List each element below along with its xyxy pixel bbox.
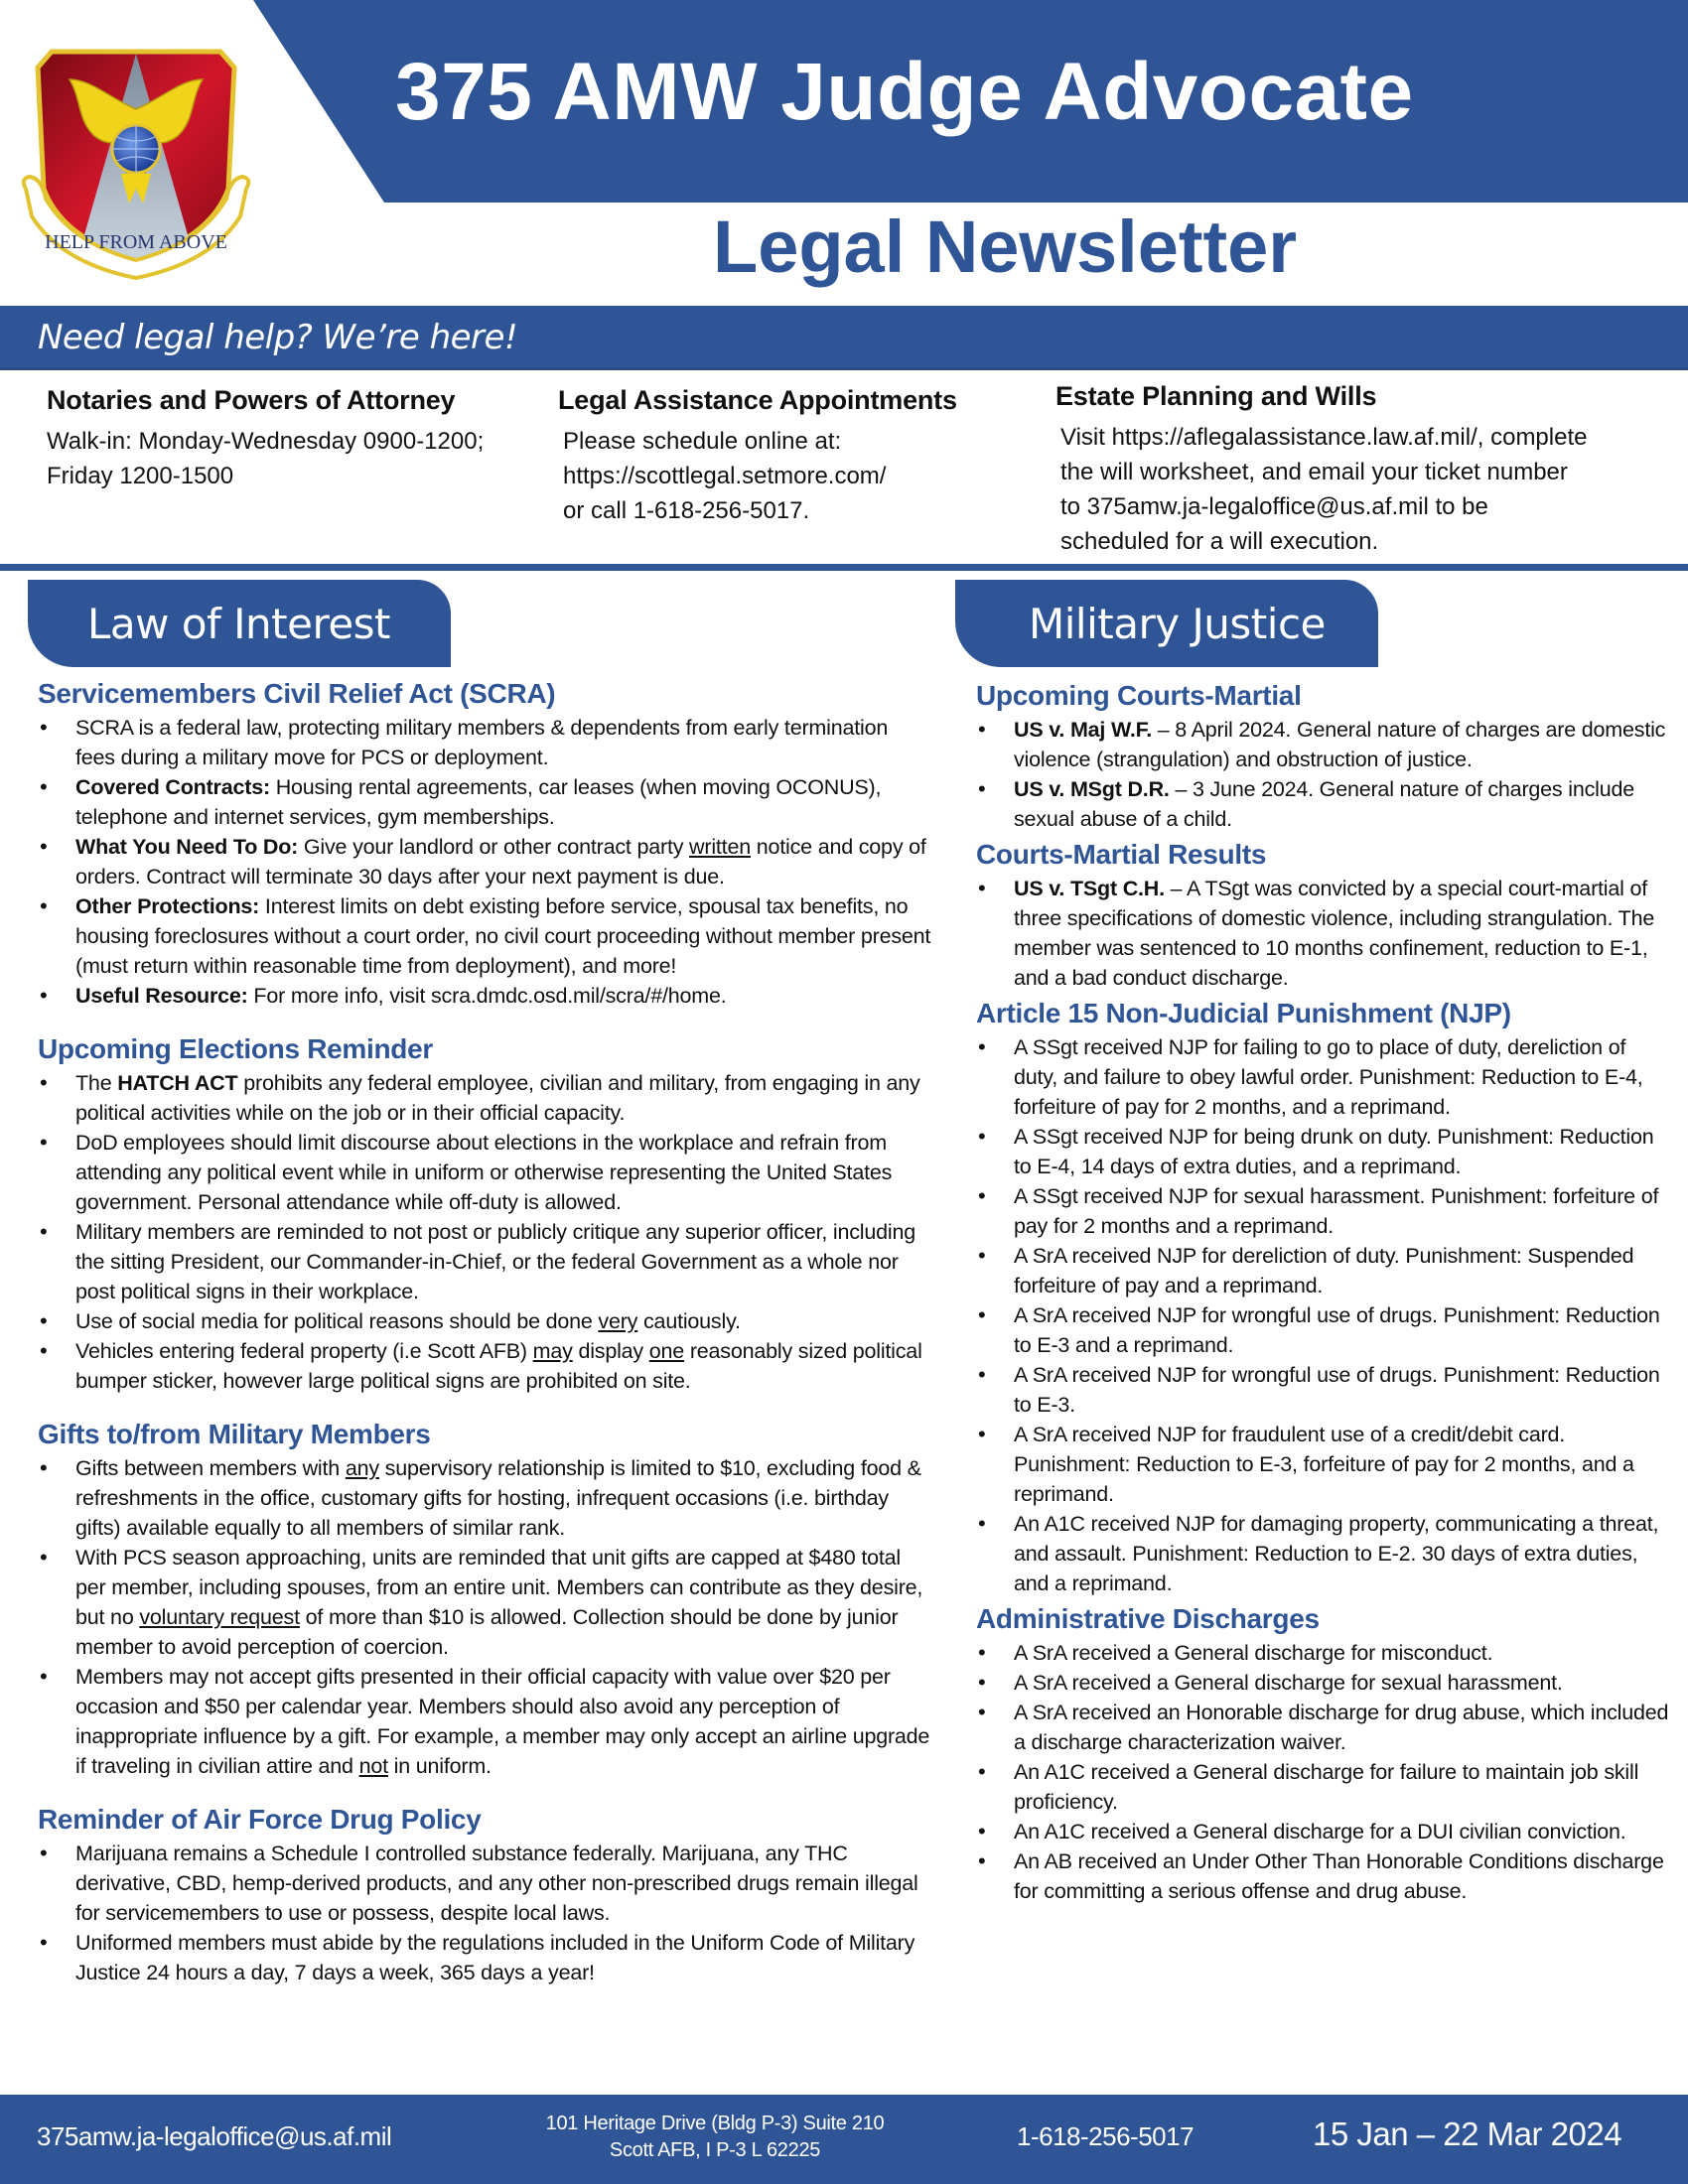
service-line: Friday 1200-1500 bbox=[47, 463, 234, 489]
footer-address bbox=[496, 2111, 933, 2164]
list-item: • An A1C received NJP for damaging property, communicating a threat, and assault. Punishment: Reduction to E-2. 30 days of extra duties, and a reprimand. bbox=[976, 1509, 1671, 1598]
list-item: • Members may not accept gifts presented in their official capacity with value over $20 per occasion and $50 per calendar year. Members should also avoid any perception of inappropriate influence by a gift. For example, a member may only accept an airline upgrade if traveling in civilian attire and not in uniform. bbox=[38, 1662, 931, 1781]
list-item: • DoD employees should limit discourse about elections in the workplace and refrain from attending any political event while in uniform or otherwise representing the United States government. Personal attendance while off-duty is allowed. bbox=[38, 1128, 931, 1217]
list-item: • A SrA received an Honorable discharge for drug abuse, which included a discharge characterization waiver. bbox=[976, 1698, 1671, 1757]
list-item: • US v. Maj W.F. – 8 April 2024. General nature of charges are domestic violence (strangulation) and obstruction of justice. bbox=[976, 715, 1671, 774]
list-item: • US v. TSgt C.H. – A TSgt was convicted by a special court-martial of three specifications of domestic violence, including strangulation. The member was sentenced to 10 months confinement, reduction to E-1, and a bad conduct discharge. bbox=[976, 874, 1671, 993]
section-divider bbox=[0, 564, 1688, 571]
help-banner bbox=[0, 306, 1688, 370]
newsletter-title: 375 AMW Judge Advocate bbox=[395, 47, 1414, 137]
list-item: • With PCS season approaching, units are reminded that unit gifts are capped at $480 total per member, including spouses, from an entire unit. Members can contribute as they desire, but no voluntary request of more than $10 is allowed. Collection should be done by junior member to avoid perception of coercion. bbox=[38, 1543, 931, 1662]
list-item: • Military members are reminded to not post or publicly critique any superior officer, including the sitting President, our Commander-in-Chief, or the federal Government as a whole nor post political signs in their workplace. bbox=[38, 1217, 931, 1306]
service-line: Walk-in: Monday-Wednesday 0900-1200; bbox=[47, 428, 485, 455]
section-title-drug-policy: Reminder of Air Force Drug Policy bbox=[38, 1804, 482, 1835]
law-of-interest-column bbox=[38, 675, 931, 1987]
list-item: • Marijuana remains a Schedule I controlled substance federally. Marijuana, any THC derivative, CBD, hemp-derived products, and any other non-prescribed drugs remain illegal for servicemembers to use or possess, despite local laws. bbox=[38, 1839, 931, 1928]
section-title-gifts: Gifts to/from Military Members bbox=[38, 1419, 431, 1449]
service-notaries bbox=[47, 385, 543, 493]
section-title-courts-martial-results: Courts-Martial Results bbox=[976, 839, 1267, 870]
list-item: • Other Protections: Interest limits on debt existing before service, spousal tax benefits, no housing foreclosures without a court order, no civil court proceeding without member present (must return within reasonable time from deployment), and more! bbox=[38, 891, 931, 981]
list-item: • A SrA received NJP for wrongful use of drugs. Punishment: Reduction to E-3. bbox=[976, 1360, 1671, 1420]
service-line: Please schedule online at: bbox=[563, 428, 842, 455]
section-title-admin-discharges: Administrative Discharges bbox=[976, 1603, 1320, 1634]
list-item: • A SSgt received NJP for being drunk on duty. Punishment: Reduction to E-4, 14 days of extra duties, and a reprimand. bbox=[976, 1122, 1671, 1181]
scra-list bbox=[38, 713, 931, 1011]
address-line-1: 101 Heritage Drive (Bldg P-3) Suite 210 bbox=[545, 2113, 885, 2134]
section-title-upcoming-courts-martial: Upcoming Courts-Martial bbox=[976, 680, 1302, 711]
footer bbox=[0, 2095, 1688, 2184]
service-title: Estate Planning and Wills bbox=[1055, 381, 1377, 411]
list-item: • An A1C received a General discharge for failure to maintain job skill proficiency. bbox=[976, 1757, 1671, 1817]
list-item: • US v. MSgt D.R. – 3 June 2024. General nature of charges include sexual abuse of a child. bbox=[976, 774, 1671, 834]
list-item: • A SrA received NJP for dereliction of duty. Punishment: Suspended forfeiture of pay and a reprimand. bbox=[976, 1241, 1671, 1300]
service-line: Visit https://aflegalassistance.law.af.mil/, complete bbox=[1060, 424, 1588, 451]
njp-list bbox=[976, 1032, 1671, 1598]
service-line: the will worksheet, and email your ticket number bbox=[1060, 459, 1568, 485]
upcoming-courts-martial-list bbox=[976, 715, 1671, 834]
list-item: • Covered Contracts: Housing rental agreements, car leases (when moving OCONUS), telephone and internet services, gym memberships. bbox=[38, 772, 931, 832]
list-item: • A SrA received a General discharge for misconduct. bbox=[976, 1638, 1671, 1668]
tab-label: Military Justice bbox=[1029, 599, 1326, 648]
service-title: Notaries and Powers of Attorney bbox=[47, 385, 456, 415]
newsletter-subtitle: Legal Newsletter bbox=[713, 205, 1298, 288]
elections-list bbox=[38, 1068, 931, 1396]
footer-date-range: 15 Jan – 22 Mar 2024 bbox=[1313, 2116, 1622, 2152]
list-item: • A SrA received NJP for fraudulent use of a credit/debit card. Punishment: Reduction to E-3, forfeiture of pay for 2 months, and a reprimand. bbox=[976, 1420, 1671, 1509]
list-item: • Gifts between members with any supervisory relationship is limited to $10, excluding food & refreshments in the office, customary gifts for hosting, infrequent occasions (i.e. birthday gifts) available equally to all members of similar rank. bbox=[38, 1453, 931, 1543]
list-item: • An AB received an Under Other Than Honorable Conditions discharge for committing a serious offense and drug abuse. bbox=[976, 1846, 1671, 1906]
service-line: or call 1-618-256-5017. bbox=[563, 497, 810, 524]
tab-law-of-interest bbox=[28, 580, 451, 667]
list-item: • A SrA received NJP for wrongful use of drugs. Punishment: Reduction to E-3 and a reprimand. bbox=[976, 1300, 1671, 1360]
service-title: Legal Assistance Appointments bbox=[558, 385, 957, 415]
service-line: scheduled for a will execution. bbox=[1060, 528, 1379, 555]
admin-discharges-list bbox=[976, 1638, 1671, 1906]
setmore-link[interactable]: https://scottlegal.setmore.com/ bbox=[563, 463, 887, 489]
list-item: • Useful Resource: For more info, visit scra.dmdc.osd.mil/scra/#/home. bbox=[38, 981, 931, 1011]
section-title-njp: Article 15 Non-Judicial Punishment (NJP) bbox=[976, 998, 1511, 1028]
service-line: to 375amw.ja-legaloffice@us.af.mil to be bbox=[1060, 493, 1488, 520]
section-title-elections: Upcoming Elections Reminder bbox=[38, 1033, 433, 1064]
service-legal-assistance bbox=[558, 385, 1025, 528]
gifts-list bbox=[38, 1453, 931, 1781]
footer-email[interactable]: 375amw.ja-legaloffice@us.af.mil bbox=[37, 2121, 392, 2151]
help-banner-text: Need legal help? We’re here! bbox=[38, 318, 518, 357]
crest-motto: HELP FROM ABOVE bbox=[45, 231, 227, 253]
tab-label: Law of Interest bbox=[87, 599, 391, 648]
list-item: • Vehicles entering federal property (i.e Scott AFB) may display one reasonably sized political bumper sticker, however large political signs are prohibited on site. bbox=[38, 1336, 931, 1396]
footer-phone[interactable]: 1-618-256-5017 bbox=[1017, 2121, 1195, 2151]
drug-policy-list bbox=[38, 1839, 931, 1987]
list-item: • The HATCH ACT prohibits any federal employee, civilian and military, from engaging in any political activities while on the job or in their official capacity. bbox=[38, 1068, 931, 1128]
list-item: • A SSgt received NJP for failing to go to place of duty, dereliction of duty, and failure to obey lawful order. Punishment: Reduction to E-4, forfeiture of pay for 2 months, and a reprimand. bbox=[976, 1032, 1671, 1122]
list-item: • A SSgt received NJP for sexual harassment. Punishment: forfeiture of pay for 2 months and a reprimand. bbox=[976, 1181, 1671, 1241]
wing-crest-logo bbox=[12, 40, 260, 283]
section-title-scra: Servicemembers Civil Relief Act (SCRA) bbox=[38, 678, 556, 709]
list-item: • What You Need To Do: Give your landlord or other contract party written notice and copy of orders. Contract will terminate 30 days after your next payment is due. bbox=[38, 832, 931, 891]
list-item: • A SrA received a General discharge for sexual harassment. bbox=[976, 1668, 1671, 1698]
courts-martial-results-list bbox=[976, 874, 1671, 993]
list-item: • SCRA is a federal law, protecting military members & dependents from early termination fees during a military move for PCS or deployment. bbox=[38, 713, 931, 772]
service-estate-planning bbox=[1055, 381, 1671, 559]
tab-military-justice bbox=[955, 580, 1378, 667]
list-item: • Uniformed members must abide by the regulations included in the Uniform Code of Military Justice 24 hours a day, 7 days a week, 365 days a year! bbox=[38, 1928, 931, 1987]
list-item: • Use of social media for political reasons should be done very cautiously. bbox=[38, 1306, 931, 1336]
list-item: • An A1C received a General discharge for a DUI civilian conviction. bbox=[976, 1817, 1671, 1846]
military-justice-column bbox=[976, 675, 1671, 1906]
address-line-2: Scott AFB, I P-3 L 62225 bbox=[609, 2139, 821, 2161]
